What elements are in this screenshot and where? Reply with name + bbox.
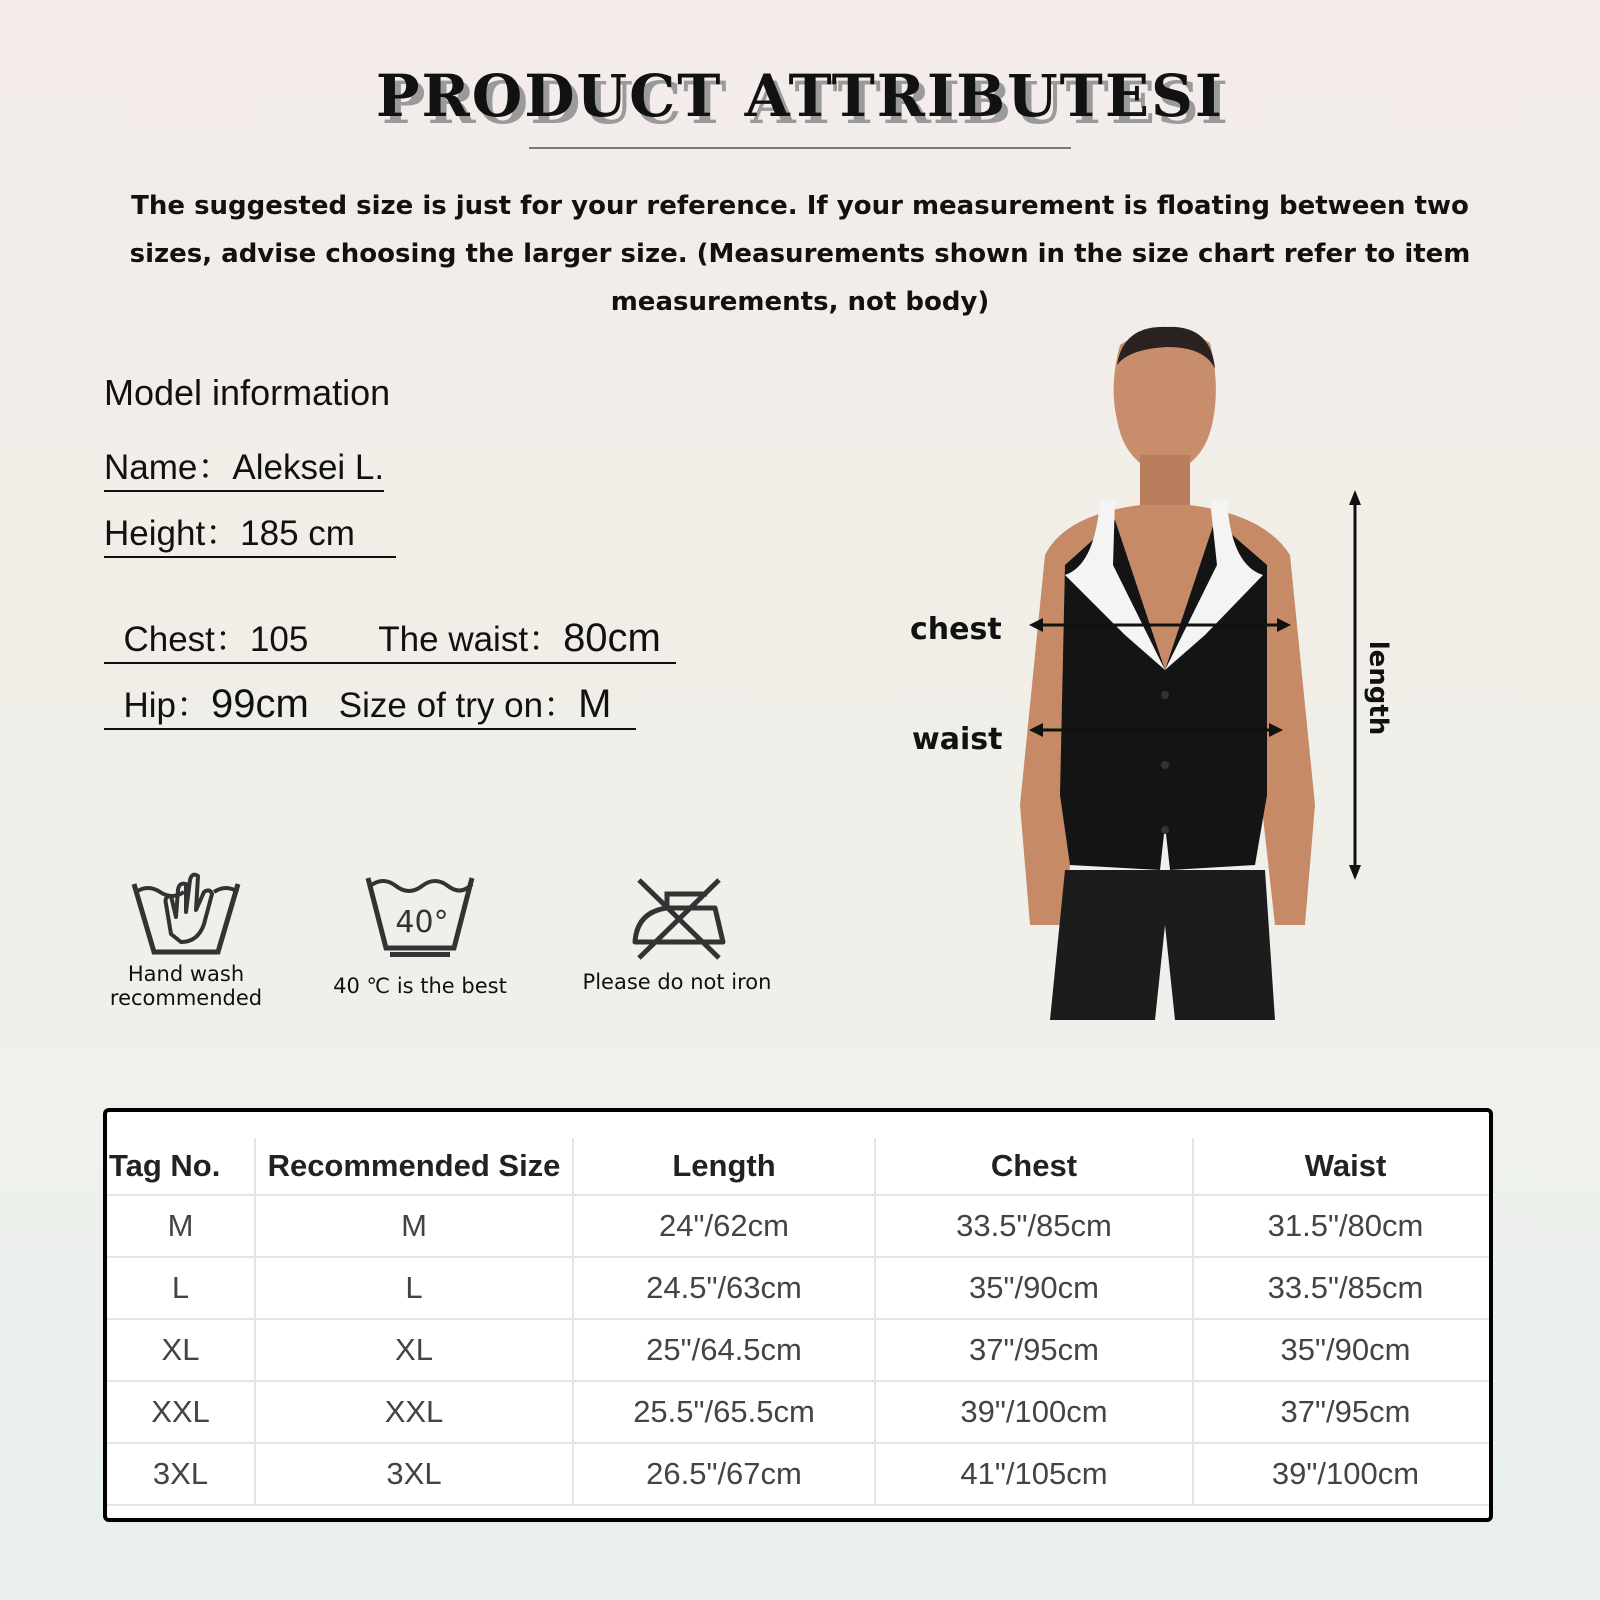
svg-text:40°: 40° — [395, 905, 449, 940]
table-row — [107, 1195, 1493, 1257]
cell-length: 24"/62cm — [573, 1195, 875, 1257]
cell-chest: 33.5"/85cm — [875, 1195, 1193, 1257]
cell-size: XL — [255, 1319, 573, 1381]
cell-size: XXL — [255, 1381, 573, 1443]
header-length: Length — [573, 1138, 875, 1195]
length-annotation: length — [1363, 640, 1393, 736]
cell-tag: M — [107, 1195, 255, 1257]
cell-tag: XXL — [107, 1381, 255, 1443]
title-divider — [529, 147, 1071, 149]
wash-temperature-icon — [364, 872, 476, 958]
model-try-label: Size of try on： — [338, 686, 579, 725]
cell-tag: 3XL — [107, 1443, 255, 1505]
cell-waist: 33.5"/85cm — [1193, 1257, 1493, 1319]
size-chart — [103, 1108, 1493, 1522]
model-try-value: M — [578, 682, 612, 726]
model-waist-label: The waist： — [378, 620, 564, 659]
table-row — [107, 1443, 1493, 1505]
size-table-header — [107, 1138, 1493, 1195]
cell-tag: XL — [107, 1319, 255, 1381]
cell-tag: L — [107, 1257, 255, 1319]
cell-length: 24.5"/63cm — [573, 1257, 875, 1319]
cell-waist: 39"/100cm — [1193, 1443, 1493, 1505]
header-chest: Chest — [875, 1138, 1193, 1195]
model-waist-value: 80cm — [563, 616, 661, 660]
hand-wash-icon — [126, 862, 246, 962]
model-hip-value: 99cm — [210, 682, 309, 726]
size-table — [107, 1138, 1493, 1506]
cell-length: 25.5"/65.5cm — [573, 1381, 875, 1443]
cell-chest: 37"/95cm — [875, 1319, 1193, 1381]
model-photo — [1005, 325, 1375, 1020]
model-chest: Chest：105 — [123, 620, 309, 659]
header-tag-no: Tag No. — [107, 1138, 255, 1195]
header-recommended-size: Recommended Size — [255, 1138, 573, 1195]
cell-chest: 35"/90cm — [875, 1257, 1193, 1319]
size-notice: The suggested size is just for your reference. If your measurement is floating between two sizes, advise choosing the larger size. (Measurements shown in the size chart refer to item measurements, not body) — [129, 191, 1471, 317]
care-hand-wash — [100, 862, 272, 1010]
waist-annotation: waist — [912, 722, 1003, 757]
hand-wash-label: Hand wash recommended — [109, 962, 263, 1010]
table-row — [107, 1381, 1493, 1443]
model-hip-label: Hip： — [123, 686, 211, 725]
header-waist: Waist — [1193, 1138, 1493, 1195]
cell-length: 26.5"/67cm — [573, 1443, 875, 1505]
model-name: Name：Aleksei L. — [104, 440, 384, 492]
cell-size: L — [255, 1257, 573, 1319]
cell-waist: 35"/90cm — [1193, 1319, 1493, 1381]
cell-size: 3XL — [255, 1443, 573, 1505]
cell-waist: 31.5"/80cm — [1193, 1195, 1493, 1257]
table-row — [107, 1257, 1493, 1319]
model-info-heading: Model information — [104, 372, 391, 413]
page-title: PRODUCT ATTRIBUTESI — [375, 62, 1225, 130]
care-no-iron — [572, 878, 782, 994]
cell-chest: 41"/105cm — [875, 1443, 1193, 1505]
cell-chest: 39"/100cm — [875, 1381, 1193, 1443]
no-iron-icon — [627, 878, 727, 960]
care-temperature — [330, 872, 510, 998]
cell-size: M — [255, 1195, 573, 1257]
cell-waist: 37"/95cm — [1193, 1381, 1493, 1443]
chest-annotation: chest — [910, 612, 1002, 647]
model-height: Height：185 cm — [104, 506, 396, 558]
cell-length: 25"/64.5cm — [573, 1319, 875, 1381]
model-hip-size — [104, 638, 636, 730]
table-row — [107, 1319, 1493, 1381]
no-iron-label: Please do not iron — [582, 970, 772, 994]
temperature-label: 40 ℃ is the best — [333, 974, 507, 998]
